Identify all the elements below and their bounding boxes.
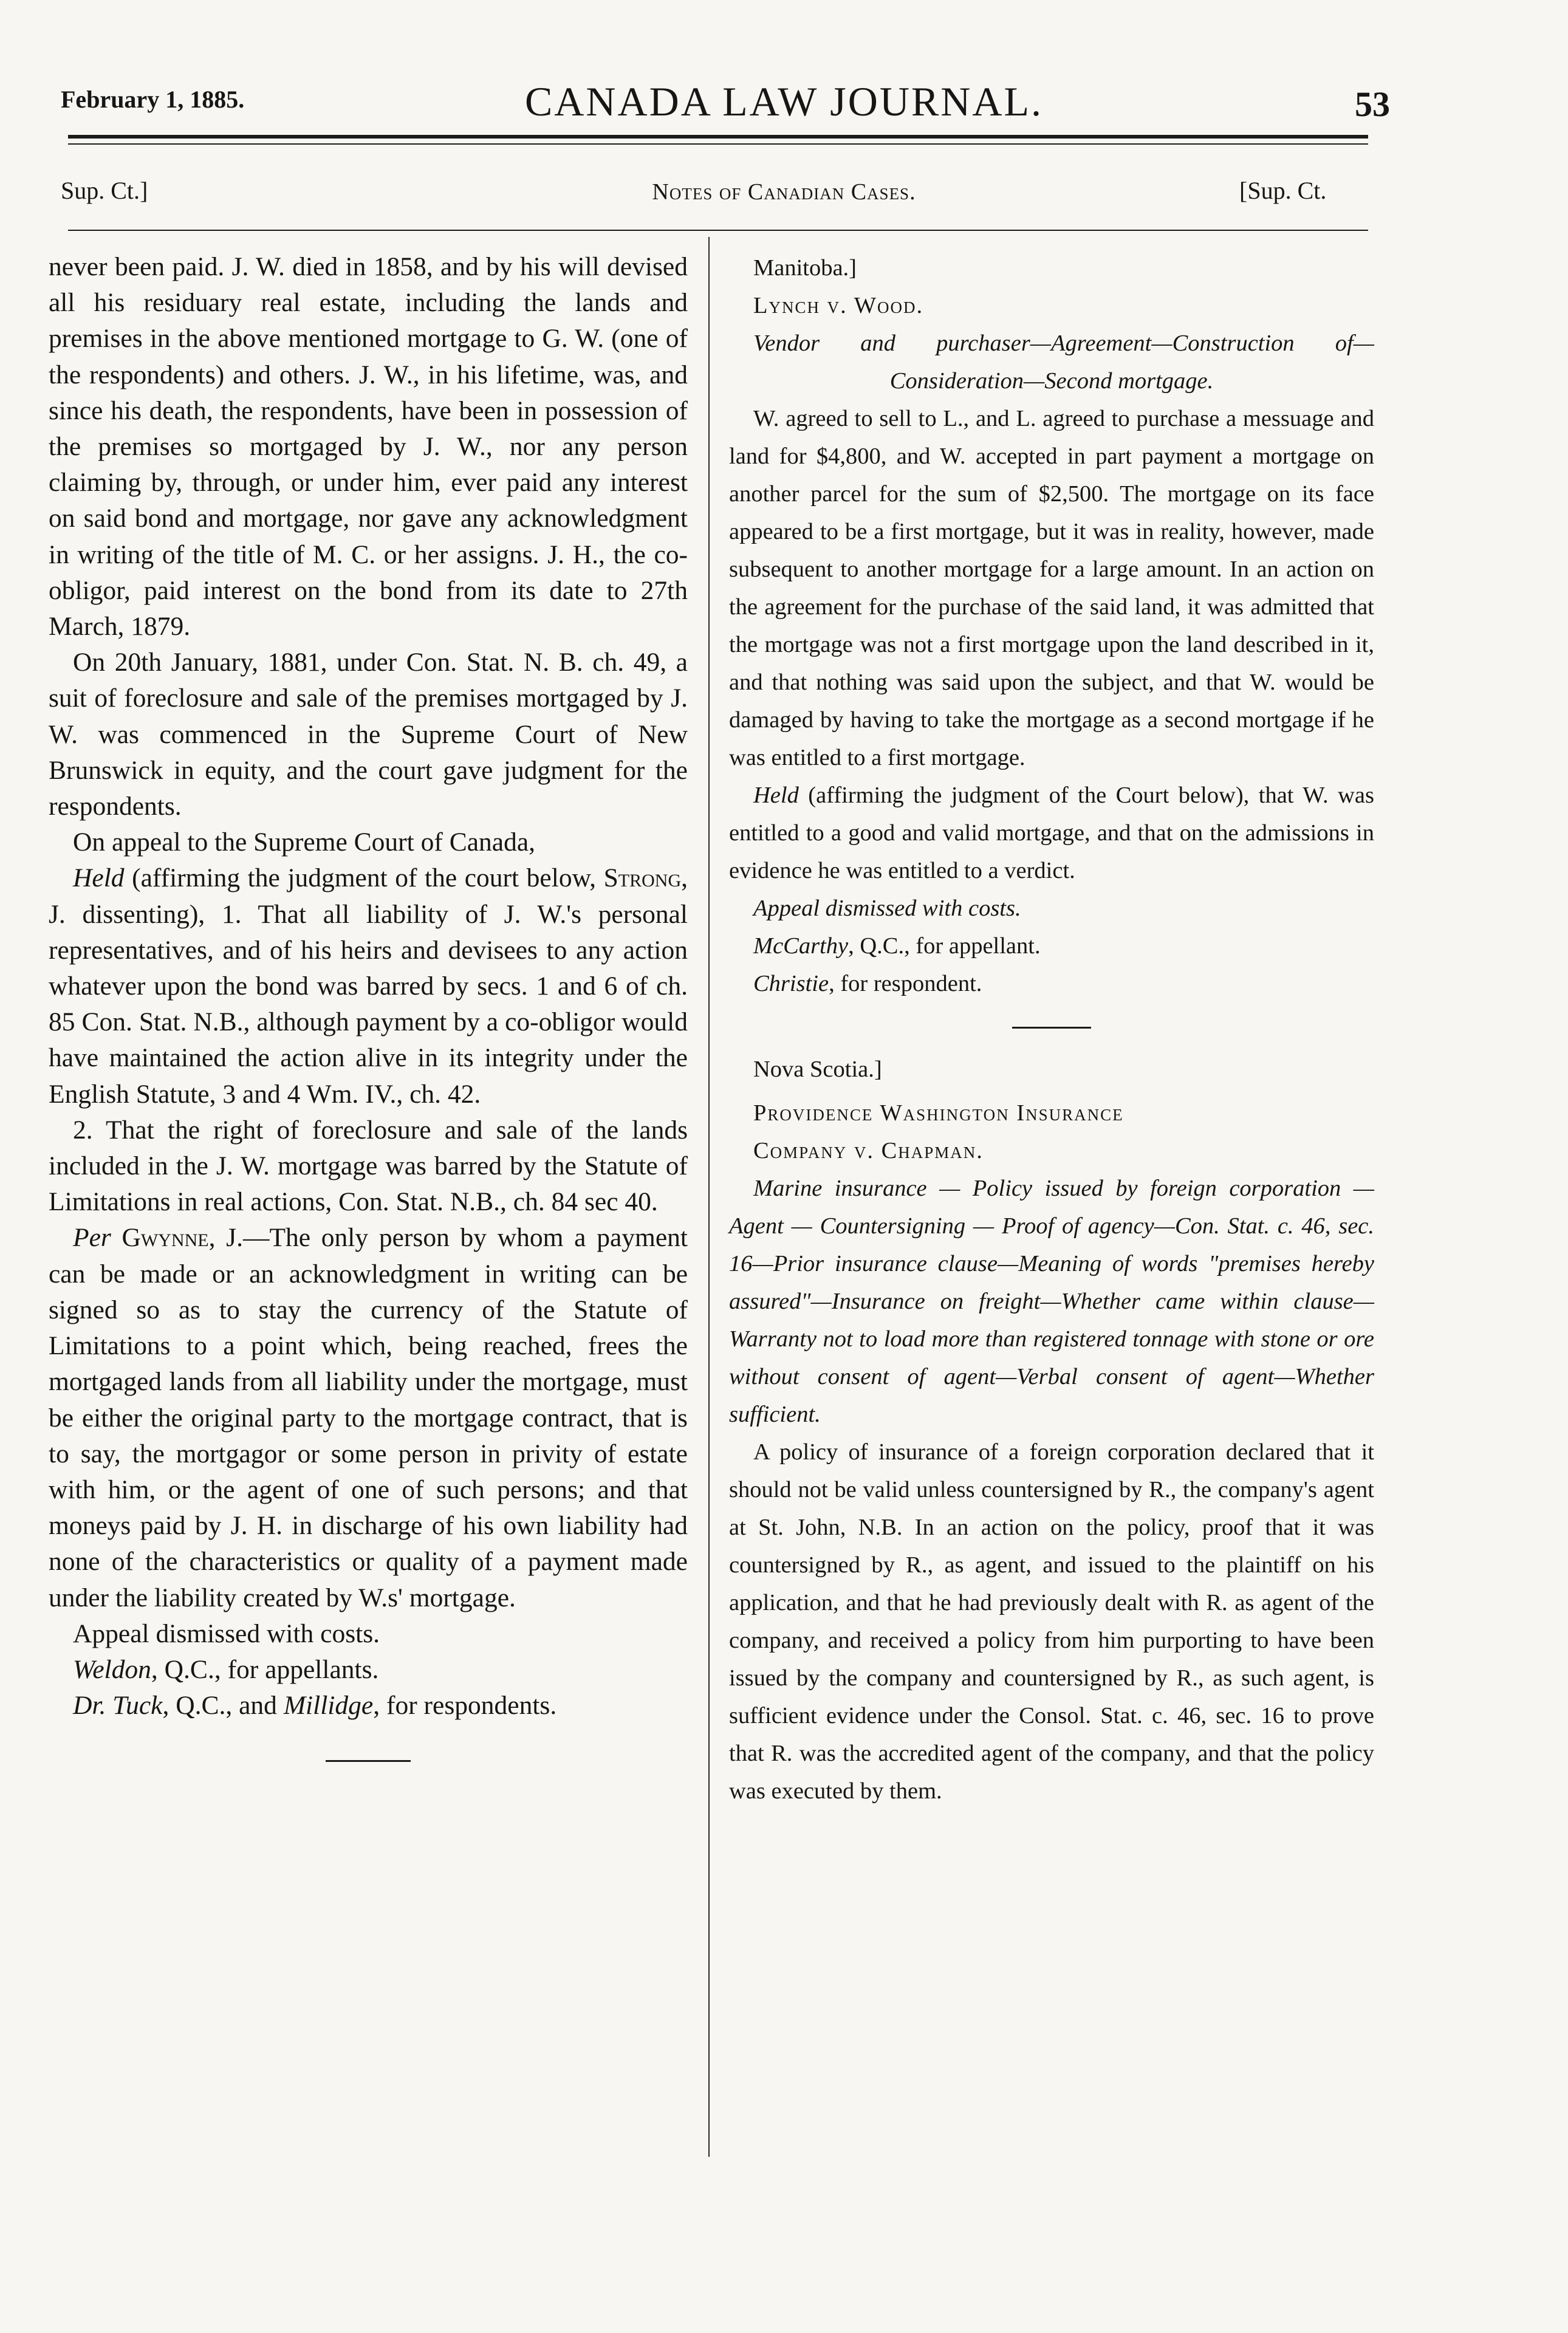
header-rule-thin	[68, 143, 1368, 145]
counsel-line: Dr. Tuck, Q.C., and Millidge, for respondents.	[73, 1691, 557, 1721]
issue-date: February 1, 1885.	[61, 86, 245, 113]
catchwords: Vendor and purchaser—Agreement—Construction of—Consideration—Second mortgage.	[753, 331, 1374, 394]
case-title-line-2: Company v. Chapman.	[753, 1138, 984, 1163]
case-providence-v-chapman	[729, 1050, 1374, 1810]
paragraph: 2. That the right of foreclosure and sale of the lands included in the J. W. mortgage was barred by the Statute of Limitations in real actions, Con. Stat. N.B., ch. 84 sec 40.	[49, 1115, 688, 1217]
column-divider	[708, 237, 710, 2157]
journal-title: CANADA LAW JOURNAL.	[524, 78, 1044, 125]
subheader-rule	[68, 230, 1368, 231]
province-label: Manitoba.]	[753, 255, 857, 281]
holding-paragraph: Held (affirming the judgment of the Court below), that W. was entitled to a good and valid mortgage, and that on the admissions in evidence he was entitled to a verdict.	[729, 783, 1374, 883]
court-label-right: [Sup. Ct.	[1239, 177, 1327, 204]
opinion-paragraph: Per Gwynne, J.—The only person by whom a payment can be made or an acknowledgment in writing can be signed so as to stay the currency of the Statute of Limitations to a point which, being reached, frees the mortgaged lands from all liability under the mortgage, must be either the original party to the mortgage contract, that is to say, the mortgagor or some person in privity of estate with him, or the agent of one of such persons; and that moneys paid by J. H. in discharge of his own liability had none of the characteristics or quality of a payment made under the liability created by W.s' mortgage.	[49, 1223, 688, 1612]
court-label-left: Sup. Ct.]	[61, 177, 148, 204]
counsel-line: McCarthy, Q.C., for appellant.	[753, 933, 1041, 959]
catchwords: Marine insurance — Policy issued by foreign corporation — Agent — Countersigning — Proof of agency—Con. Stat. c. 46, sec. 16—Prior insurance clause—Meaning of words "premises hereby assured"—Insurance on freight—Whether came within clause—Warranty not to load more than registered tonnage with stone or ore without consent of agent—Verbal consent of agent—Whether sufficient.	[729, 1176, 1374, 1427]
paragraph: On 20th January, 1881, under Con. Stat. N. B. ch. 49, a suit of foreclosure and sale of the premises mortgaged by J. W. was commenced in the Supreme Court of New Brunswick in equity, and the court gave judgment for the respondents.	[49, 648, 688, 821]
case-separator-rule	[1012, 1027, 1091, 1029]
held-label: Held	[73, 863, 125, 893]
held-label: Held	[753, 783, 799, 808]
page-number: 53	[1355, 84, 1390, 124]
left-column	[49, 249, 688, 1762]
judge-name: Gwynne	[111, 1223, 209, 1253]
section-end-rule	[326, 1760, 411, 1762]
counsel-line: Weldon, Q.C., for appellants.	[73, 1654, 379, 1684]
judge-name: Strong	[603, 863, 682, 893]
paragraph: W. agreed to sell to L., and L. agreed to purchase a messuage and land for $4,800, and W. accepted in part payment a mortgage on another parcel for the sum of $2,500. The mortgage on its face appeared to be a first mortgage, but it was in reality, however, made subsequent to another mortgage for a large amount. In an action on the agreement for the purchase of the said land, it was admitted that the mortgage was not a first mortgage upon the land described in it, and that nothing was said upon the subject, and that W. would be damaged by having to take the mortgage as a second mortgage if he was entitled to a first mortgage.	[729, 406, 1374, 770]
province-label: Nova Scotia.]	[753, 1057, 882, 1082]
section-title: Notes of Canadian Cases.	[652, 179, 916, 205]
paragraph: A policy of insurance of a foreign corporation declared that it should not be valid unless countersigned by R., the company's agent at St. John, N.B. In an action on the policy, proof that it was countersigned by R., as agent, and issued to the plaintiff on his application, and that he had previously dealt with R. as agent of the company, and received a policy from him purporting to have been issued by the company and countersigned by R., as such agent, is sufficient evidence under the Consol. Stat. c. 46, sec. 16 to prove that R. was the accredited agent of the company, and that the policy was executed by them.	[729, 1439, 1374, 1804]
case-title-line-1: Providence Washington Insurance	[753, 1100, 1124, 1126]
holding-paragraph: Held (affirming the judgment of the court below, Strong, J. dissenting), 1. That all liability of J. W.'s personal representatives, and of his heirs and devisees to any action whatever upon the bond was barred by secs. 1 and 6 of ch. 85 Con. Stat. N.B., although payment by a co-obligor would have maintained the action alive in its integrity under the English Statute, 3 and 4 Wm. IV., ch. 42.	[49, 863, 688, 1109]
paragraph: never been paid. J. W. died in 1858, and by his will devised all his residuary real estate, including the lands and premises in the above mentioned mortgage to G. W. (one of the respondents) and others. J. W., in his lifetime, was, and since his death, the respondents, have been in possession of the premises so mortgaged by J. W., nor any person claiming by, through, or under him, ever paid any interest on said bond and mortgage, nor gave any acknowledgment in writing of the title of M. C. or her assigns. J. H., the co-obligor, paid interest on the bond from its date to 27th March, 1879.	[49, 252, 688, 642]
right-column	[729, 249, 1374, 1810]
header-rule-thick	[68, 135, 1368, 139]
case-lynch-v-wood	[729, 249, 1374, 1002]
paragraph: On appeal to the Supreme Court of Canada,	[73, 827, 536, 857]
case-title: Lynch v. Wood.	[753, 293, 924, 318]
result-line: Appeal dismissed with costs.	[753, 896, 1021, 921]
result-line: Appeal dismissed with costs.	[73, 1619, 380, 1648]
counsel-line: Christie, for respondent.	[753, 971, 982, 996]
